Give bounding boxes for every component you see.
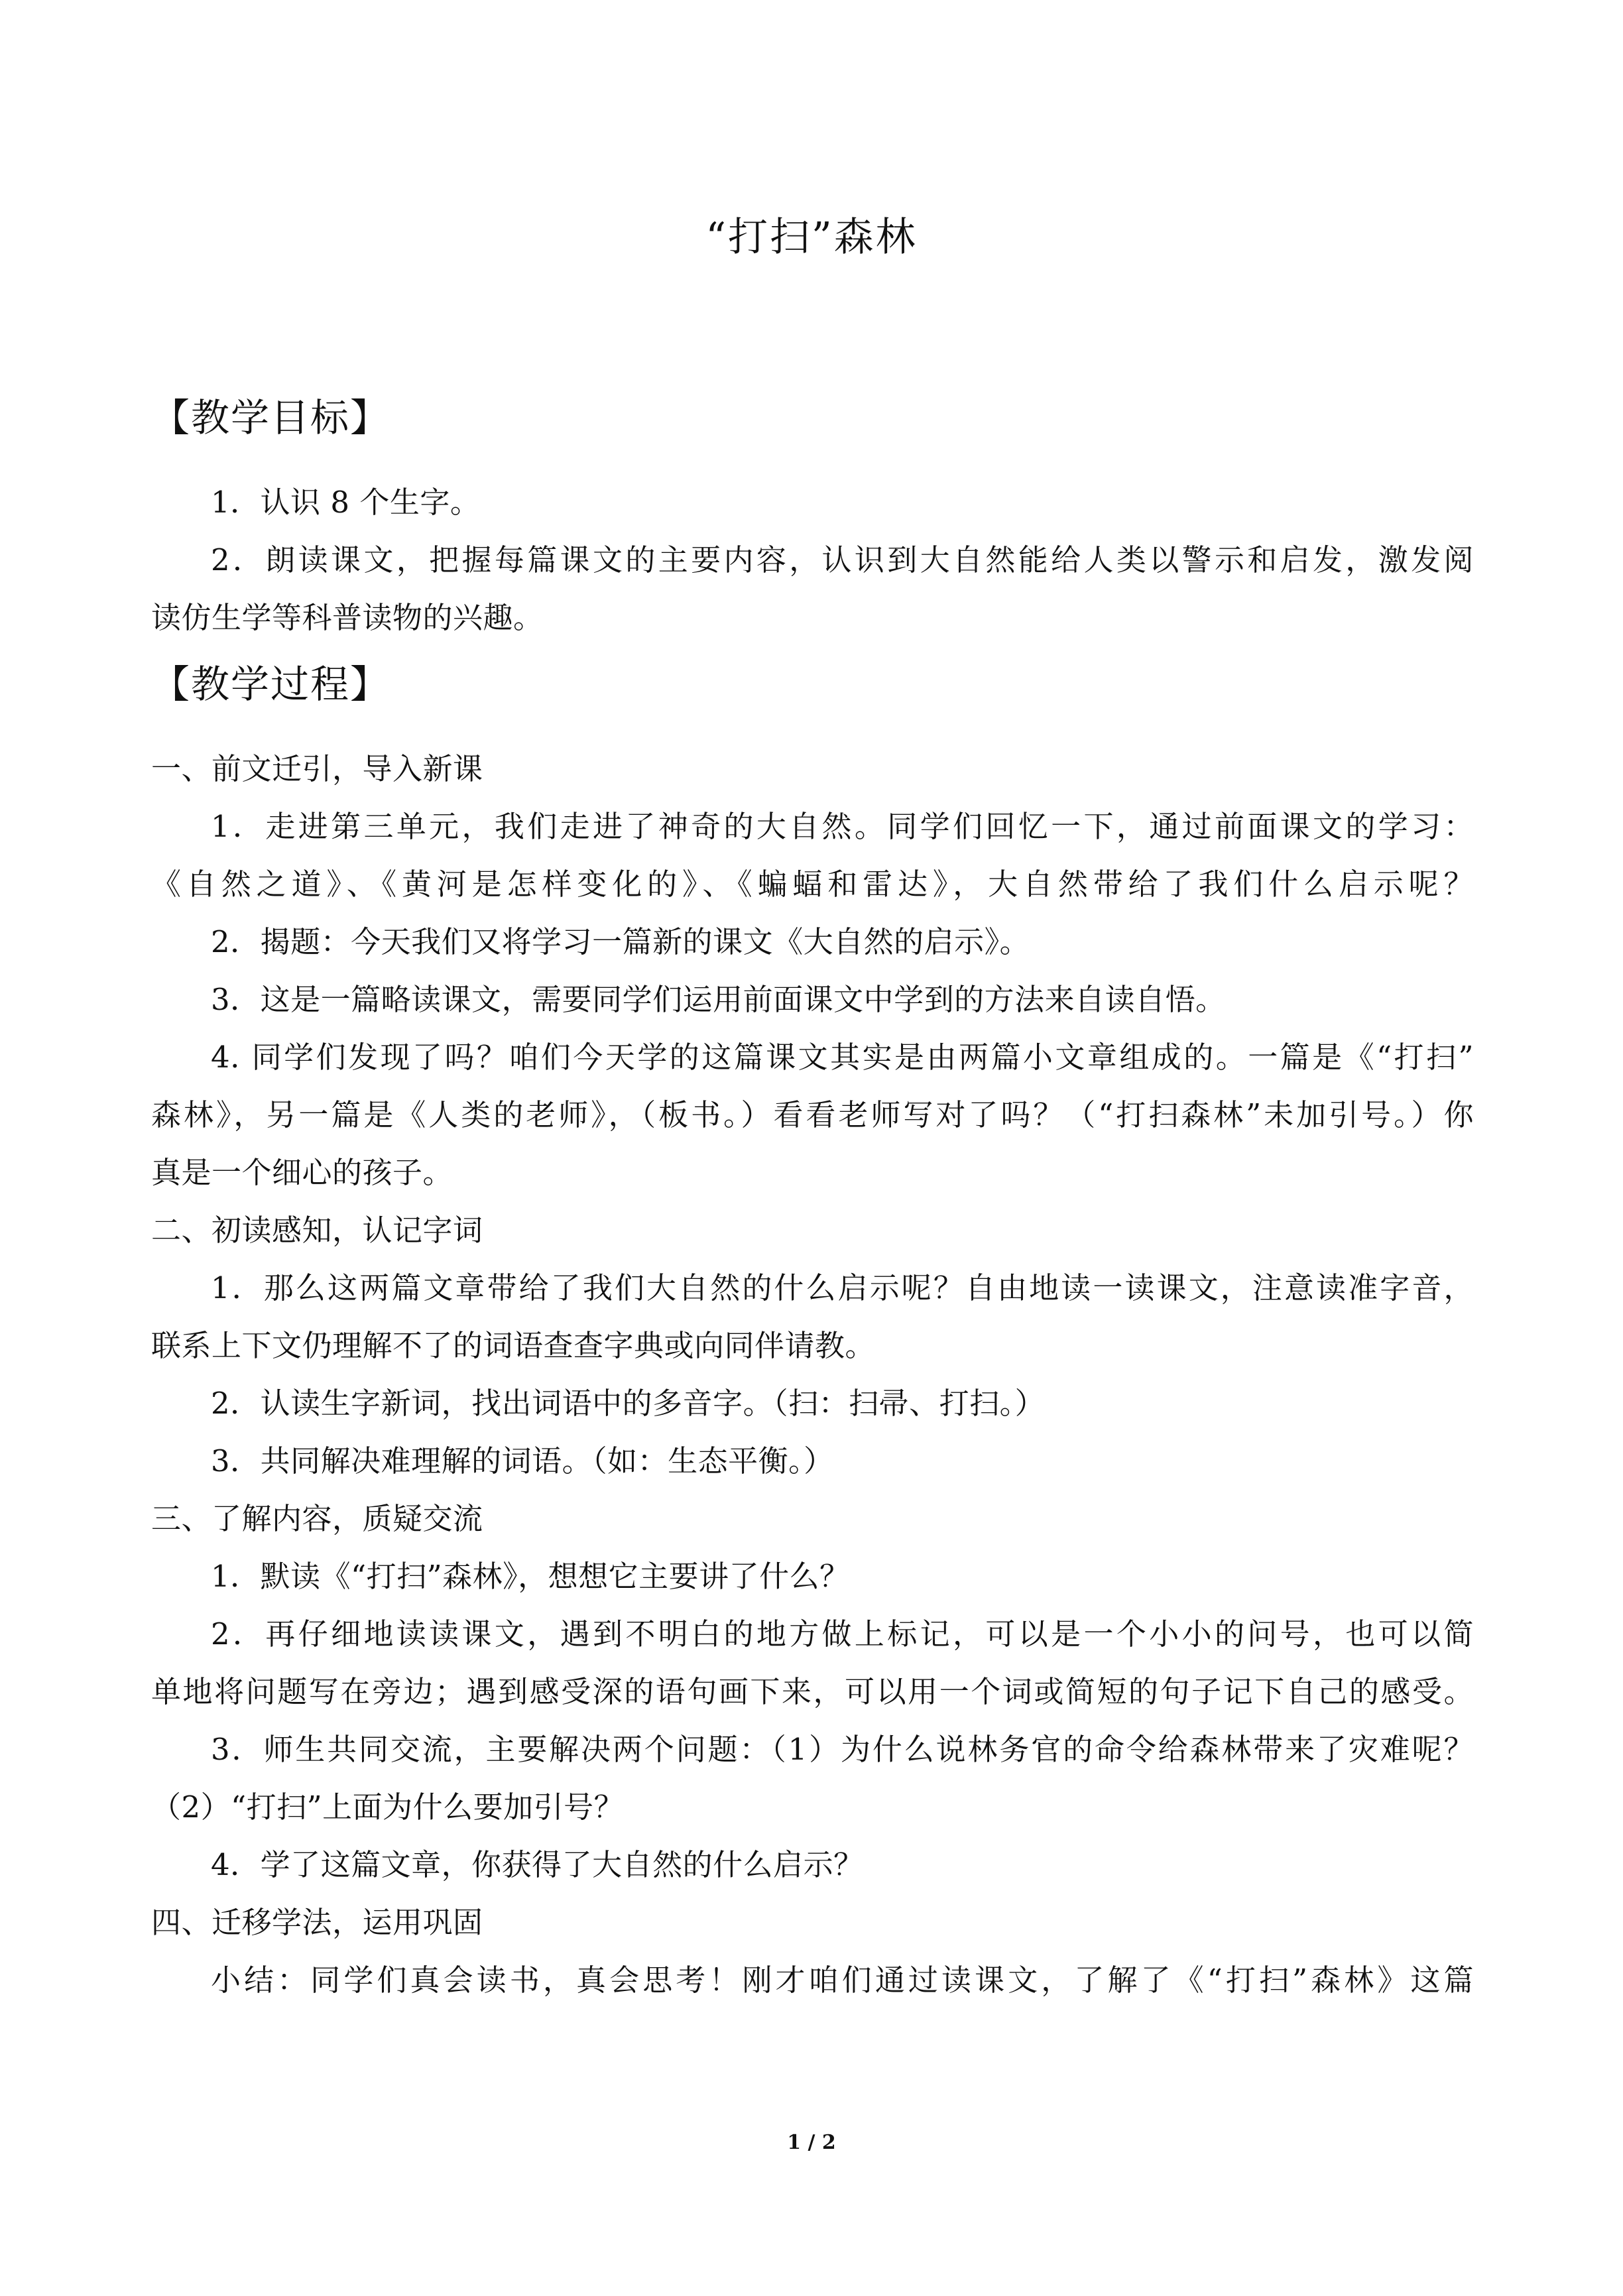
process-paragraph-line: 2．再仔细地读读课文，遇到不明白的地方做上标记，可以是一个小小的问号，也可以简: [211, 1616, 1474, 1652]
objectives-heading: 【教学目标】: [151, 395, 391, 440]
process-section-4-heading: 四、迁移学法，运用巩固: [151, 1905, 483, 1940]
process-paragraph-line: 真是一个细心的孩子。: [151, 1155, 453, 1190]
document-title: “打扫”森林: [705, 214, 918, 261]
process-paragraph-line: 4．学了这篇文章，你获得了大自然的什么启示？: [211, 1847, 864, 1882]
page-number: 1 / 2: [787, 2131, 836, 2154]
process-paragraph-line: 单地将问题写在旁边；遇到感受深的语句画下来，可以用一个词或简短的句子记下自己的感受。: [151, 1674, 1474, 1709]
process-paragraph-line: 3．师生共同交流，主要解决两个问题：（1）为什么说林务官的命令给森林带来了灾难呢？: [211, 1732, 1474, 1767]
objective-item-2-continued: 读仿生学等科普读物的兴趣。: [151, 600, 544, 635]
process-paragraph-line: 1．默读《“打扫”森林》，想想它主要讲了什么？: [211, 1559, 850, 1594]
process-paragraph-line: 小结：同学们真会读书，真会思考！刚才咱们通过读课文，了解了《“打扫”森林》这篇: [211, 1963, 1474, 1998]
process-section-1-heading: 一、前文迁引，导入新课: [151, 751, 483, 786]
process-paragraph-line: 1．走进第三单元，我们走进了神奇的大自然。同学们回忆一下，通过前面课文的学习：: [211, 809, 1474, 844]
process-section-3-heading: 三、了解内容，质疑交流: [151, 1501, 483, 1536]
objective-item-1: 1．认识 8 个生字。: [211, 485, 481, 520]
process-paragraph-line: 2．揭题：今天我们又将学习一篇新的课文《大自然的启示》。: [211, 924, 1030, 959]
process-paragraph-line: 联系上下文仍理解不了的词语查查字典或向同伴请教。: [151, 1328, 876, 1363]
process-section-2-heading: 二、初读感知，认记字词: [151, 1213, 483, 1248]
process-paragraph-line: 《自然之道》、《黄河是怎样变化的》、《蝙蝠和雷达》，大自然带给了我们什么启示呢？: [151, 867, 1474, 902]
process-paragraph-line: 2．认读生字新词，找出词语中的多音字。（扫：扫帚、打扫。）: [211, 1386, 1046, 1421]
process-heading: 【教学过程】: [151, 662, 391, 707]
process-paragraph-line: （2）“打扫”上面为什么要加引号？: [151, 1789, 625, 1825]
process-paragraph-line: 3．这是一篇略读课文，需要同学们运用前面课文中学到的方法来自读自悟。: [211, 982, 1226, 1017]
process-paragraph-line: 1．那么这两篇文章带给了我们大自然的什么启示呢？自由地读一读课文，注意读准字音，: [211, 1270, 1474, 1305]
objective-item-2: 2．朗读课文，把握每篇课文的主要内容，认识到大自然能给人类以警示和启发，激发阅: [211, 542, 1474, 577]
process-paragraph-line: 4. 同学们发现了吗？咱们今天学的这篇课文其实是由两篇小文章组成的。一篇是《“打扫”: [211, 1040, 1474, 1075]
process-paragraph-line: 3．共同解决难理解的词语。（如：生态平衡。）: [211, 1443, 834, 1479]
process-paragraph-line: 森林》，另一篇是《人类的老师》，（板书。）看看老师写对了吗？（“打扫森林”未加引号。）你: [151, 1097, 1474, 1132]
